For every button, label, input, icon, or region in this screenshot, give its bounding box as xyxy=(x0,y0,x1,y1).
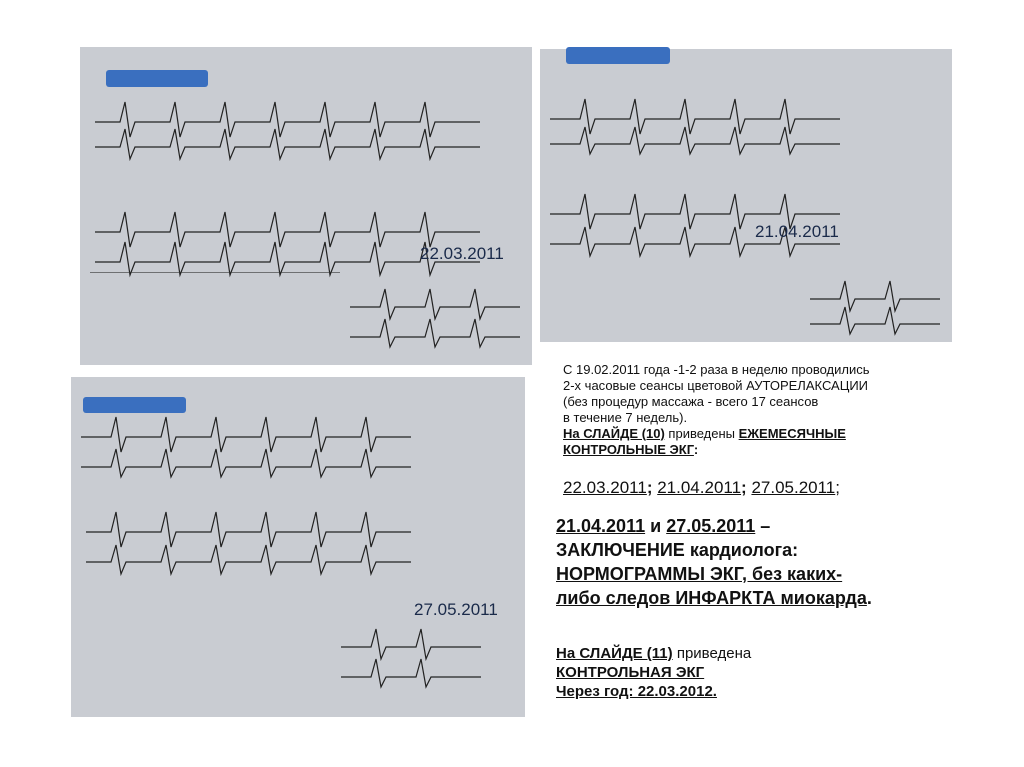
description-line-1: С 19.02.2011 года -1-2 раза в неделю проводились xyxy=(563,362,870,377)
conclusion-line-3: НОРМОГРАММЫ ЭКГ, без каких- xyxy=(556,564,843,584)
dates-line-date-2: 21.04.2011 xyxy=(657,478,742,497)
slide10-lead: На СЛАЙДЕ (10) xyxy=(563,426,665,441)
ecg-date-2: 21.04.2011 xyxy=(755,222,839,241)
ecg-trace-3 xyxy=(71,377,525,717)
description-line-3: (без процедур массажа - всего 17 сеансов xyxy=(563,394,819,409)
conclusion-line-4-text: либо следов ИНФАРКТА миокарда xyxy=(556,588,867,608)
slide10-line xyxy=(563,426,993,442)
slide10-bold2: КОНТРОЛЬНЫЕ ЭКГ xyxy=(563,442,694,457)
slide10-mid: приведены xyxy=(664,426,739,441)
slide10-bold: ЕЖЕМЕСЯЧНЫЕ xyxy=(738,426,846,441)
conclusion-date-1: 21.04.2011 xyxy=(556,516,646,536)
dates-line-sep-2: ; xyxy=(741,478,752,497)
ecg-image-2 xyxy=(540,49,952,342)
slide11-line-2 xyxy=(556,663,976,682)
ecg-trace-1 xyxy=(80,47,532,365)
slide11-line-1 xyxy=(556,644,976,663)
ecg-trace-2 xyxy=(540,49,952,342)
conclusion-cardiologist: кардиолога: xyxy=(684,540,799,560)
redaction-bar-3 xyxy=(83,397,186,413)
conclusion-block xyxy=(556,514,996,610)
conclusion-line-4 xyxy=(556,586,996,610)
slide11-block xyxy=(556,644,976,701)
ecg-image-1 xyxy=(80,47,532,365)
redaction-bar-2 xyxy=(566,47,670,64)
slide10-colon: : xyxy=(693,442,699,457)
slide11-control-ecg: КОНТРОЛЬНАЯ ЭКГ xyxy=(556,664,705,681)
slide10-line-2 xyxy=(563,442,993,458)
conclusion-line-4-end: . xyxy=(866,588,872,608)
dates-line-date-1: 22.03.2011 xyxy=(563,478,647,497)
conclusion-dash: – xyxy=(755,516,771,536)
dates-line-sep-1: ; xyxy=(646,478,658,497)
conclusion-and: и xyxy=(645,516,667,536)
ecg-date-3: 27.05.2011 xyxy=(414,600,498,619)
ecg-image-3 xyxy=(71,377,525,717)
ecg-date-1: 22.03.2011 xyxy=(420,244,504,263)
description-line-4: в течение 7 недель). xyxy=(563,410,688,425)
dates-line-sep-3: ; xyxy=(835,478,840,497)
conclusion-date-2: 27.05.2011 xyxy=(666,516,756,536)
conclusion-line-1 xyxy=(556,514,996,538)
description-line-2: 2-х часовые сеансы цветовой АУТОРЕЛАКСАЦИИ xyxy=(563,378,869,393)
slide11-line-3 xyxy=(556,682,976,701)
slide11-lead: На СЛАЙДЕ (11) xyxy=(556,645,673,662)
slide11-mid: приведена xyxy=(672,645,752,662)
slide11-year-later: Через год: 22.03.2012. xyxy=(556,683,717,700)
redaction-bar-1 xyxy=(106,70,208,87)
conclusion-line-2 xyxy=(556,538,996,562)
description-text xyxy=(563,362,993,458)
dates-line-date-3: 27.05.2011 xyxy=(751,478,836,497)
dates-line xyxy=(563,478,840,498)
conclusion-word: ЗАКЛЮЧЕНИЕ xyxy=(556,540,685,560)
